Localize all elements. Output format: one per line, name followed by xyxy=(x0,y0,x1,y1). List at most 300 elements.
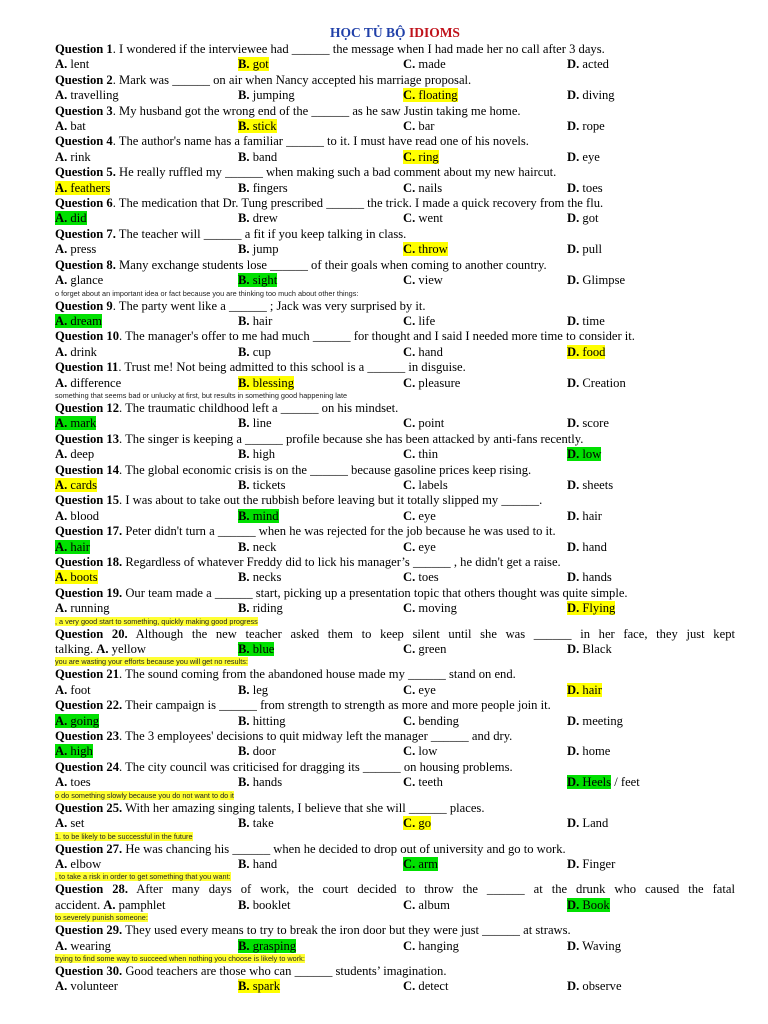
title-part-1: HỌC TỦ BỘ xyxy=(330,25,409,40)
option-answer xyxy=(55,775,91,789)
option-text: tickets xyxy=(249,477,286,492)
option-text: travelling xyxy=(67,88,119,103)
option xyxy=(238,314,403,329)
option-text: Creation xyxy=(579,375,626,390)
question-text: Many exchange students lose ______ of their goals when coming to another country. xyxy=(115,257,547,272)
option-answer xyxy=(403,898,450,912)
option-letter: A. xyxy=(55,775,68,790)
question-number: Question 6 xyxy=(55,196,113,211)
option-text: pleasure xyxy=(415,375,461,390)
option-text: eye xyxy=(579,149,600,164)
option xyxy=(567,979,735,994)
option xyxy=(55,939,238,954)
option-text: green xyxy=(415,642,447,657)
option-text: drew xyxy=(249,211,278,226)
option-text: rope xyxy=(579,119,605,134)
option-answer xyxy=(567,314,605,328)
option-answer xyxy=(55,57,89,71)
option xyxy=(403,416,567,431)
option-letter: B. xyxy=(238,375,250,390)
option-letter: C. xyxy=(403,88,416,103)
option-text: hanging xyxy=(415,938,459,953)
option xyxy=(567,939,735,954)
option-text: blue xyxy=(249,642,275,657)
option-text: press xyxy=(67,242,97,257)
option-letter: A. xyxy=(55,713,68,728)
option-text: hair xyxy=(67,539,90,554)
question-stem xyxy=(55,698,735,713)
option xyxy=(403,478,567,493)
option-text: observe xyxy=(579,979,622,994)
option xyxy=(403,570,567,585)
option-answer xyxy=(403,242,448,256)
option-letter: D. xyxy=(567,601,580,616)
option-letter: B. xyxy=(238,313,250,328)
question-number: Question 14 xyxy=(55,462,120,477)
option-text: toes xyxy=(579,180,603,195)
option xyxy=(238,939,403,954)
option-answer xyxy=(238,345,271,359)
option xyxy=(238,211,403,226)
option-answer xyxy=(403,273,443,287)
option-letter: C. xyxy=(403,344,416,359)
definition-note xyxy=(55,617,735,627)
option-letter: C. xyxy=(403,447,416,462)
option-text: Land xyxy=(579,816,609,831)
question-stem xyxy=(55,401,735,416)
option-answer xyxy=(238,57,269,71)
options-row xyxy=(55,314,735,329)
options-row xyxy=(55,211,735,226)
option-answer xyxy=(403,714,459,728)
option xyxy=(238,150,403,165)
option-text: got xyxy=(579,211,599,226)
option-text: jump xyxy=(249,242,279,257)
option xyxy=(403,857,567,872)
option-text: album xyxy=(415,897,450,912)
option xyxy=(567,714,735,729)
option-letter: D. xyxy=(567,938,580,953)
question-stem xyxy=(55,882,735,897)
option-text: food xyxy=(579,344,606,359)
option-answer xyxy=(238,898,291,912)
option-answer xyxy=(55,273,103,287)
option-answer xyxy=(55,816,84,830)
option-letter: B. xyxy=(238,816,250,831)
option-text: bat xyxy=(67,119,86,134)
question-stem xyxy=(55,432,735,447)
option-letter: C. xyxy=(403,938,416,953)
options-row xyxy=(55,345,735,360)
option-answer xyxy=(55,939,111,953)
option-continuation xyxy=(55,642,238,657)
title-part-2: IDIOMS xyxy=(408,25,460,40)
option xyxy=(238,273,403,288)
question-number: Question 24 xyxy=(55,759,120,774)
option-answer xyxy=(238,857,277,871)
option xyxy=(55,816,238,831)
option-text: fingers xyxy=(249,180,288,195)
option xyxy=(55,376,238,391)
option-text: elbow xyxy=(67,856,102,871)
option-letter: C. xyxy=(403,57,416,72)
question-text: He was chancing his ______ when he decided to drop out of university and go to work. xyxy=(122,841,566,856)
option xyxy=(403,181,567,196)
option xyxy=(567,898,735,913)
question-stem xyxy=(55,104,735,119)
option-answer xyxy=(567,509,602,523)
option-answer xyxy=(567,570,612,584)
question-text: Although the new teacher asked them to keep silent until she was ______ in her face, they just kept xyxy=(127,626,735,641)
option xyxy=(567,816,735,831)
option-answer xyxy=(567,478,613,492)
option-answer xyxy=(567,242,602,256)
option xyxy=(567,273,735,288)
question-stem xyxy=(55,842,735,857)
option-letter: B. xyxy=(238,979,250,994)
option-letter: C. xyxy=(403,149,416,164)
option-answer xyxy=(567,447,601,461)
option-answer xyxy=(403,939,459,953)
option xyxy=(55,150,238,165)
option xyxy=(403,683,567,698)
option-text: eye xyxy=(415,539,436,554)
question-stem xyxy=(55,801,735,816)
option xyxy=(567,478,735,493)
question-stem xyxy=(55,760,735,775)
option-text: blood xyxy=(67,508,100,523)
option-letter: C. xyxy=(403,856,416,871)
option-text: point xyxy=(415,416,445,431)
definition-text: 1. to be likely to be successful in the future xyxy=(55,831,193,841)
option xyxy=(567,119,735,134)
option-text: Glimpse xyxy=(579,273,626,288)
question-text: . My husband got the wrong end of the ______ as he saw Justin taking me home. xyxy=(112,103,521,118)
question-number: Question 23 xyxy=(55,729,120,744)
option-letter: B. xyxy=(238,642,250,657)
option-letter: B. xyxy=(238,775,250,790)
option-text: grasping xyxy=(249,938,297,953)
option-text: Heels xyxy=(579,775,612,790)
option-text: sheets xyxy=(579,477,614,492)
option xyxy=(567,242,735,257)
option xyxy=(238,447,403,462)
option-letter: C. xyxy=(403,897,416,912)
option-letter: C. xyxy=(403,816,416,831)
option-letter: D. xyxy=(567,416,580,431)
option-letter: D. xyxy=(567,242,580,257)
definition-text: to severely punish someone: xyxy=(55,913,148,923)
option xyxy=(567,447,735,462)
option xyxy=(567,744,735,759)
options-row xyxy=(55,376,735,391)
option xyxy=(403,447,567,462)
option-text: eye xyxy=(415,682,436,697)
option xyxy=(567,642,735,657)
option-letter: C. xyxy=(403,180,416,195)
option xyxy=(403,775,567,790)
option xyxy=(403,88,567,103)
option-letter: A. xyxy=(55,416,68,431)
option-letter: C. xyxy=(403,211,416,226)
option-text: glance xyxy=(67,273,104,288)
option-text: high xyxy=(249,447,276,462)
option-answer xyxy=(238,642,274,656)
option-text: view xyxy=(415,273,443,288)
option xyxy=(238,376,403,391)
option-text: booklet xyxy=(249,897,291,912)
option-letter: B. xyxy=(238,508,250,523)
option-text: life xyxy=(415,313,436,328)
option-answer xyxy=(238,775,282,789)
option xyxy=(403,601,567,616)
option-text: thin xyxy=(415,447,438,462)
option-letter: B. xyxy=(238,88,250,103)
option-letter: B. xyxy=(238,57,250,72)
option-letter: A. xyxy=(55,149,68,164)
option xyxy=(238,979,403,994)
option-text: boots xyxy=(67,570,98,585)
option-answer xyxy=(238,683,268,697)
option xyxy=(567,345,735,360)
option-text: difference xyxy=(67,375,122,390)
option-text: feathers xyxy=(67,180,111,195)
option xyxy=(238,744,403,759)
option-letter: C. xyxy=(403,273,416,288)
option-answer xyxy=(403,979,448,993)
option-answer xyxy=(55,314,102,328)
definition-text: something that seems bad or unlucky at first, but results in something good happening late xyxy=(55,390,348,400)
option-letter: D. xyxy=(567,88,580,103)
option-text: moving xyxy=(415,601,457,616)
option-letter: B. xyxy=(238,938,250,953)
option-text: set xyxy=(67,816,85,831)
options-row xyxy=(55,181,735,196)
option-letter: C. xyxy=(403,713,416,728)
options-row xyxy=(55,939,735,954)
question-number: Question 7. xyxy=(55,226,116,241)
option xyxy=(238,119,403,134)
definition-text: , a very good start to something, quickly making good progress xyxy=(55,616,258,626)
option-letter: D. xyxy=(567,816,580,831)
option-answer xyxy=(55,744,93,758)
option-text: diving xyxy=(579,88,615,103)
option xyxy=(55,509,238,524)
option-letter: D. xyxy=(567,447,580,462)
option-text: went xyxy=(415,211,443,226)
question-stem xyxy=(55,586,735,601)
option xyxy=(567,601,735,616)
options-row xyxy=(55,447,735,462)
option-answer xyxy=(238,714,286,728)
option-answer xyxy=(238,314,272,328)
definition-note xyxy=(55,832,735,842)
option xyxy=(403,898,567,913)
question-number: Question 2 xyxy=(55,72,113,87)
option-answer xyxy=(238,939,296,953)
option xyxy=(567,181,735,196)
option-letter: B. xyxy=(238,744,250,759)
question-stem xyxy=(55,258,735,273)
option-answer xyxy=(238,273,277,287)
question-text: Our team made a ______ start, picking up a presentation topic that others thought was quite simple. xyxy=(122,585,628,600)
question-stem xyxy=(55,227,735,242)
option-text: running xyxy=(67,601,110,616)
option-text: hand xyxy=(579,539,607,554)
question-stem xyxy=(55,42,735,57)
option-letter: D. xyxy=(567,149,580,164)
option-answer xyxy=(567,88,615,102)
option-text: yellow xyxy=(108,642,146,657)
definition-note xyxy=(55,657,735,667)
option xyxy=(55,601,238,616)
option-answer xyxy=(567,376,626,390)
question-number: Question 1 xyxy=(55,42,113,56)
option-letter: A. xyxy=(55,570,68,585)
question-stem xyxy=(55,196,735,211)
option-answer xyxy=(403,601,457,615)
option-answer xyxy=(55,714,99,728)
option-answer xyxy=(567,601,615,615)
option-answer xyxy=(238,416,272,430)
option xyxy=(55,181,238,196)
option-answer xyxy=(238,150,277,164)
question-text: . Trust me! Not being admitted to this school is a ______ in disguise. xyxy=(118,360,466,375)
option-text: hand xyxy=(249,856,278,871)
option-letter: A. xyxy=(55,57,68,72)
options-row xyxy=(55,150,735,165)
option-letter: C. xyxy=(403,601,416,616)
option xyxy=(238,509,403,524)
options-row xyxy=(55,273,735,288)
option-answer xyxy=(238,211,278,225)
question-text: . I was about to take out the rubbish before leaving but it totally slipped my ______. xyxy=(119,493,543,508)
options-row xyxy=(55,242,735,257)
definition-note xyxy=(55,289,735,299)
option-answer xyxy=(403,416,444,430)
option xyxy=(55,57,238,72)
option-letter: D. xyxy=(567,211,580,226)
option-answer xyxy=(403,181,442,195)
option-answer xyxy=(403,150,439,164)
option xyxy=(238,345,403,360)
option-text: throw xyxy=(415,242,448,257)
question-text: Peter didn't turn a ______ when he was rejected for the job because he was used to it. xyxy=(122,524,556,539)
option-text: riding xyxy=(249,601,283,616)
options-row xyxy=(55,601,735,616)
option-answer xyxy=(55,345,97,359)
question-text: . The 3 employees' decisions to quit midway left the manager ______ and dry. xyxy=(119,729,513,744)
option-text: hands xyxy=(579,570,612,585)
question-text: Good teachers are those who can ______ students’ imagination. xyxy=(122,963,447,978)
option-answer xyxy=(567,939,621,953)
question-number: Question 25. xyxy=(55,800,123,815)
option-answer xyxy=(55,683,91,697)
option-letter: B. xyxy=(238,539,250,554)
option-answer xyxy=(238,816,274,830)
option-text: detect xyxy=(415,979,449,994)
question-number: Question 10 xyxy=(55,329,120,344)
option xyxy=(55,570,238,585)
option-answer xyxy=(238,181,288,195)
option-text: high xyxy=(67,744,93,759)
option-answer xyxy=(403,376,460,390)
option-answer xyxy=(403,540,436,554)
option-answer xyxy=(238,979,280,993)
option-letter: B. xyxy=(238,211,250,226)
option-answer xyxy=(567,898,610,912)
option xyxy=(403,509,567,524)
option-answer xyxy=(55,478,97,492)
option xyxy=(567,775,735,790)
option-letter: B. xyxy=(238,149,250,164)
option xyxy=(403,816,567,831)
option-text: neck xyxy=(249,539,277,554)
option-letter: A. xyxy=(55,508,68,523)
options-row xyxy=(55,979,735,994)
option-letter: D. xyxy=(567,508,580,523)
option-text: hair xyxy=(579,682,602,697)
question-text: Their campaign is ______ from strength to strength as more and more people join it. xyxy=(122,698,551,713)
option-letter: C. xyxy=(403,979,416,994)
option-letter: A. xyxy=(55,816,68,831)
option xyxy=(55,478,238,493)
option-answer xyxy=(403,211,443,225)
option-text: take xyxy=(249,816,274,831)
option-text: hands xyxy=(249,775,283,790)
option-answer xyxy=(55,242,96,256)
question-number: Question 5. xyxy=(55,165,116,180)
option-answer xyxy=(55,416,96,430)
option-letter: B. xyxy=(238,344,250,359)
option xyxy=(55,416,238,431)
option-answer xyxy=(567,714,623,728)
option-answer xyxy=(403,478,448,492)
option-text: Finger xyxy=(579,856,616,871)
option xyxy=(403,119,567,134)
option-letter: D. xyxy=(567,682,580,697)
options-row xyxy=(55,714,735,729)
worksheet xyxy=(55,24,735,995)
option-answer xyxy=(238,570,281,584)
option-continuation xyxy=(55,898,238,913)
question-text-continued: accident. xyxy=(55,897,104,912)
question-stem xyxy=(55,493,735,508)
option-text: going xyxy=(67,713,100,728)
option-text: did xyxy=(67,211,87,226)
option-answer xyxy=(238,376,294,390)
option-text: Flying xyxy=(579,601,616,616)
question-number: Question 27. xyxy=(55,841,123,856)
question-list xyxy=(55,42,735,995)
question-number: Question 28. xyxy=(55,882,128,897)
option xyxy=(238,478,403,493)
question-number: Question 20. xyxy=(55,626,128,641)
option-text: leg xyxy=(249,682,269,697)
question-number: Question 30. xyxy=(55,963,123,978)
option-letter: B. xyxy=(238,180,250,195)
option-text: low xyxy=(579,447,602,462)
option-answer xyxy=(403,857,438,871)
option-text: drink xyxy=(67,344,97,359)
option-text: foot xyxy=(67,682,91,697)
option-text: pamphlet xyxy=(115,897,166,912)
option-letter: A. xyxy=(55,211,68,226)
option-letter: A. xyxy=(55,682,68,697)
option-letter: C. xyxy=(403,477,416,492)
option xyxy=(238,857,403,872)
option-text: band xyxy=(249,149,278,164)
